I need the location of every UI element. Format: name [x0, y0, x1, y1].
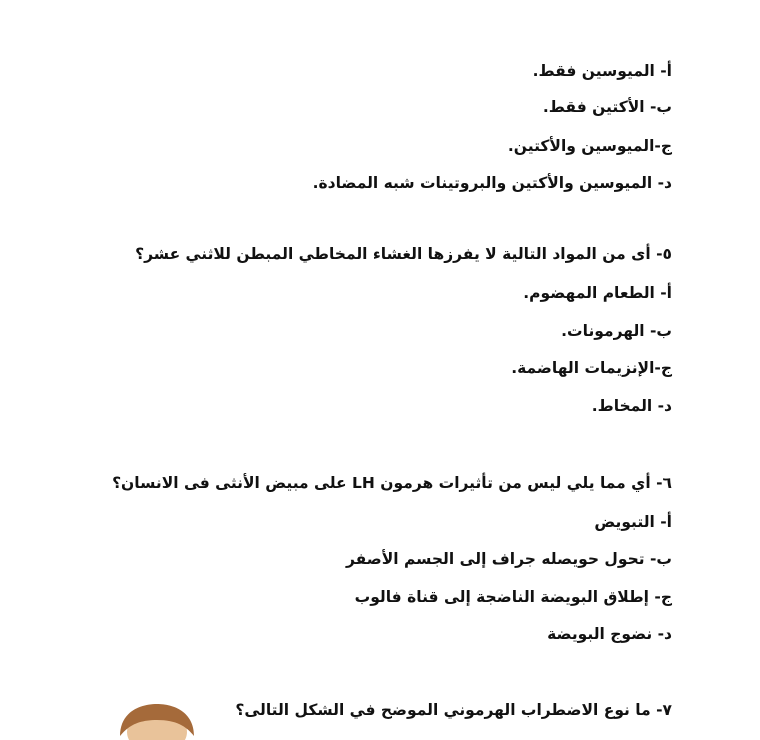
disorder-figure-illustration — [112, 700, 202, 740]
q5-option-b[interactable]: ب- الهرمونات. — [561, 322, 672, 340]
q7-question: ٧- ما نوع الاضطراب الهرموني الموضح في الشكل التالى؟ — [235, 701, 672, 719]
q5-option-c[interactable]: ج-الإنزيمات الهاضمة. — [511, 359, 672, 377]
q5-option-d[interactable]: د- المخاط. — [591, 397, 672, 415]
q4-option-c[interactable]: ج-الميوسين والأكتين. — [507, 137, 672, 155]
q4-option-b[interactable]: ب- الأكتين فقط. — [542, 98, 672, 116]
q6-option-a[interactable]: أ- التبويض — [594, 513, 672, 531]
q6-option-d[interactable]: د- نضوج البويضة — [547, 625, 672, 643]
q4-option-d[interactable]: د- الميوسين والأكتين والبروتينات شبه المضادة. — [312, 174, 672, 192]
q4-option-a[interactable]: أ- الميوسين فقط. — [532, 62, 672, 80]
q5-question: ٥- أى من المواد التالية لا يفرزها الغشاء المخاطي المبطن للاثني عشر؟ — [135, 245, 672, 263]
q6-option-c[interactable]: ج- إطلاق البويضة الناضجة إلى قناة فالوب — [354, 588, 672, 606]
q5-option-a[interactable]: أ- الطعام المهضوم. — [523, 284, 672, 302]
q6-question: ٦- أي مما يلي ليس من تأثيرات هرمون LH على مبيض الأنثى فى الانسان؟ — [112, 474, 672, 492]
q6-option-b[interactable]: ب- تحول حويصله جراف إلى الجسم الأصفر — [345, 550, 672, 568]
